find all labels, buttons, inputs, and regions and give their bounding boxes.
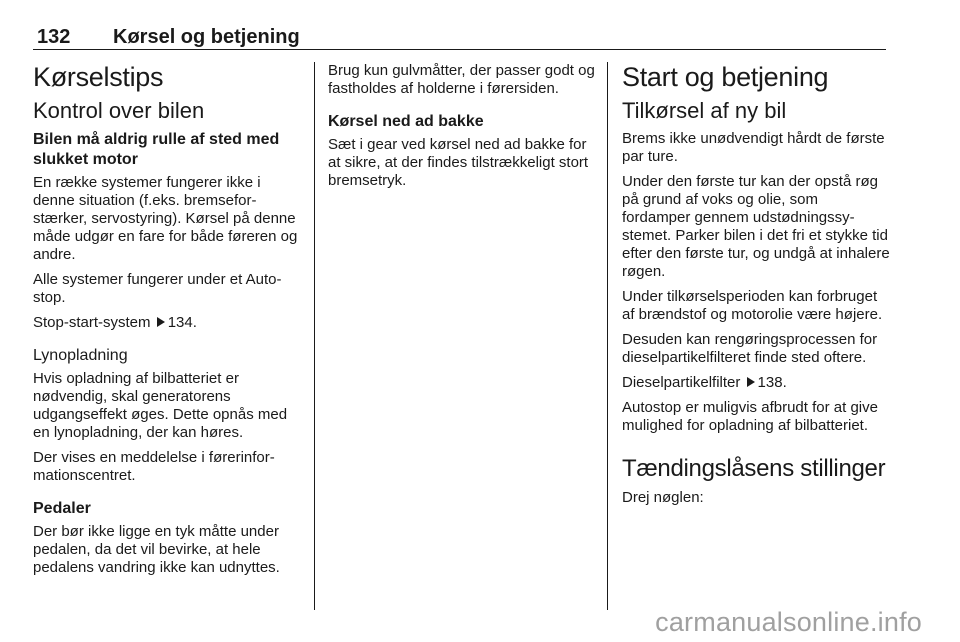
section-subtitle: Kontrol over bilen — [33, 98, 205, 123]
paragraph: Brug kun gulvmåtter, der passer godt og fastholdes af holderne i førersiden. — [328, 62, 595, 97]
reference-text: Dieselpartikelfilter — [622, 374, 741, 391]
cross-reference-stop-start[interactable] — [33, 314, 303, 332]
heading-no-roll: Bilen må aldrig rulle af sted med slukket motor — [33, 131, 280, 168]
column-left — [33, 62, 303, 584]
paragraph: Brems ikke unødvendigt hårdt de første par ture. — [622, 130, 885, 165]
section-title: Start og betjening — [622, 62, 829, 92]
column-divider — [607, 62, 608, 610]
page-number: 132 — [37, 26, 71, 48]
chapter-title: Kørsel og betjening — [113, 26, 300, 48]
reference-page: 134. — [167, 314, 197, 331]
arrow-right-icon — [747, 377, 755, 387]
watermark: carmanualsonline.info — [655, 607, 922, 637]
column-middle — [328, 62, 598, 197]
paragraph: Autostop er muligvis afbrudt for at give mulighed for opladning af bilbatteriet. — [622, 399, 878, 434]
section-title-ignition: Tændingslåsens stillinger — [622, 455, 886, 482]
heading-fast-charge: Lynopladning — [33, 347, 128, 364]
paragraph: En række systemer fungerer ikke i denne situation (f.eks. bremseforstærker, servostyring). Kørsel på denne måde udgør en fare for både føreren og andre. — [33, 174, 298, 263]
paragraph: Der vises en meddelelse i førerinformationscentret. — [33, 449, 275, 484]
paragraph: Desuden kan rengøringsprocessen for dieselpartikelfilteret finde sted oftere. — [622, 331, 878, 366]
paragraph: Under den første tur kan der opstå røg på grund af voks og olie, som fordamper gennem udstødningssystemet. Parker bilen i det fri et stykke tid efter den første tur, og undgå at inhalere røgen. — [622, 173, 890, 280]
page-header — [33, 27, 886, 50]
paragraph: Sæt i gear ved kørsel ned ad bakke for at sikre, at der findes tilstrækkeligt stort bremsetryk. — [328, 136, 589, 189]
arrow-right-icon — [157, 317, 165, 327]
cross-reference-dpf[interactable] — [622, 374, 890, 392]
section-title: Kørselstips — [33, 62, 164, 92]
paragraph: Der bør ikke ligge en tyk måtte under pedalen, da det vil bevirke, at hele pedalens vandring ikke kan udnyttes. — [33, 523, 280, 576]
reference-page: 138. — [757, 374, 787, 391]
paragraph: Under tilkørselsperioden kan forbruget af brændstof og motorolie være højere. — [622, 288, 883, 323]
column-right — [622, 62, 890, 514]
paragraph: Alle systemer fungerer under et Autostop. — [33, 271, 282, 306]
paragraph: Drej nøglen: — [622, 489, 704, 506]
column-divider — [314, 62, 315, 610]
paragraph: Hvis opladning af bilbatteriet er nødvendig, skal generatorens udgangseffekt øges. Dette opnås med en lynopladning, der kan høres. — [33, 370, 288, 441]
heading-downhill: Kørsel ned ad bakke — [328, 113, 484, 130]
heading-pedals: Pedaler — [33, 500, 91, 517]
reference-text: Stop-start-system — [33, 314, 151, 331]
section-subtitle: Tilkørsel af ny bil — [622, 98, 787, 123]
